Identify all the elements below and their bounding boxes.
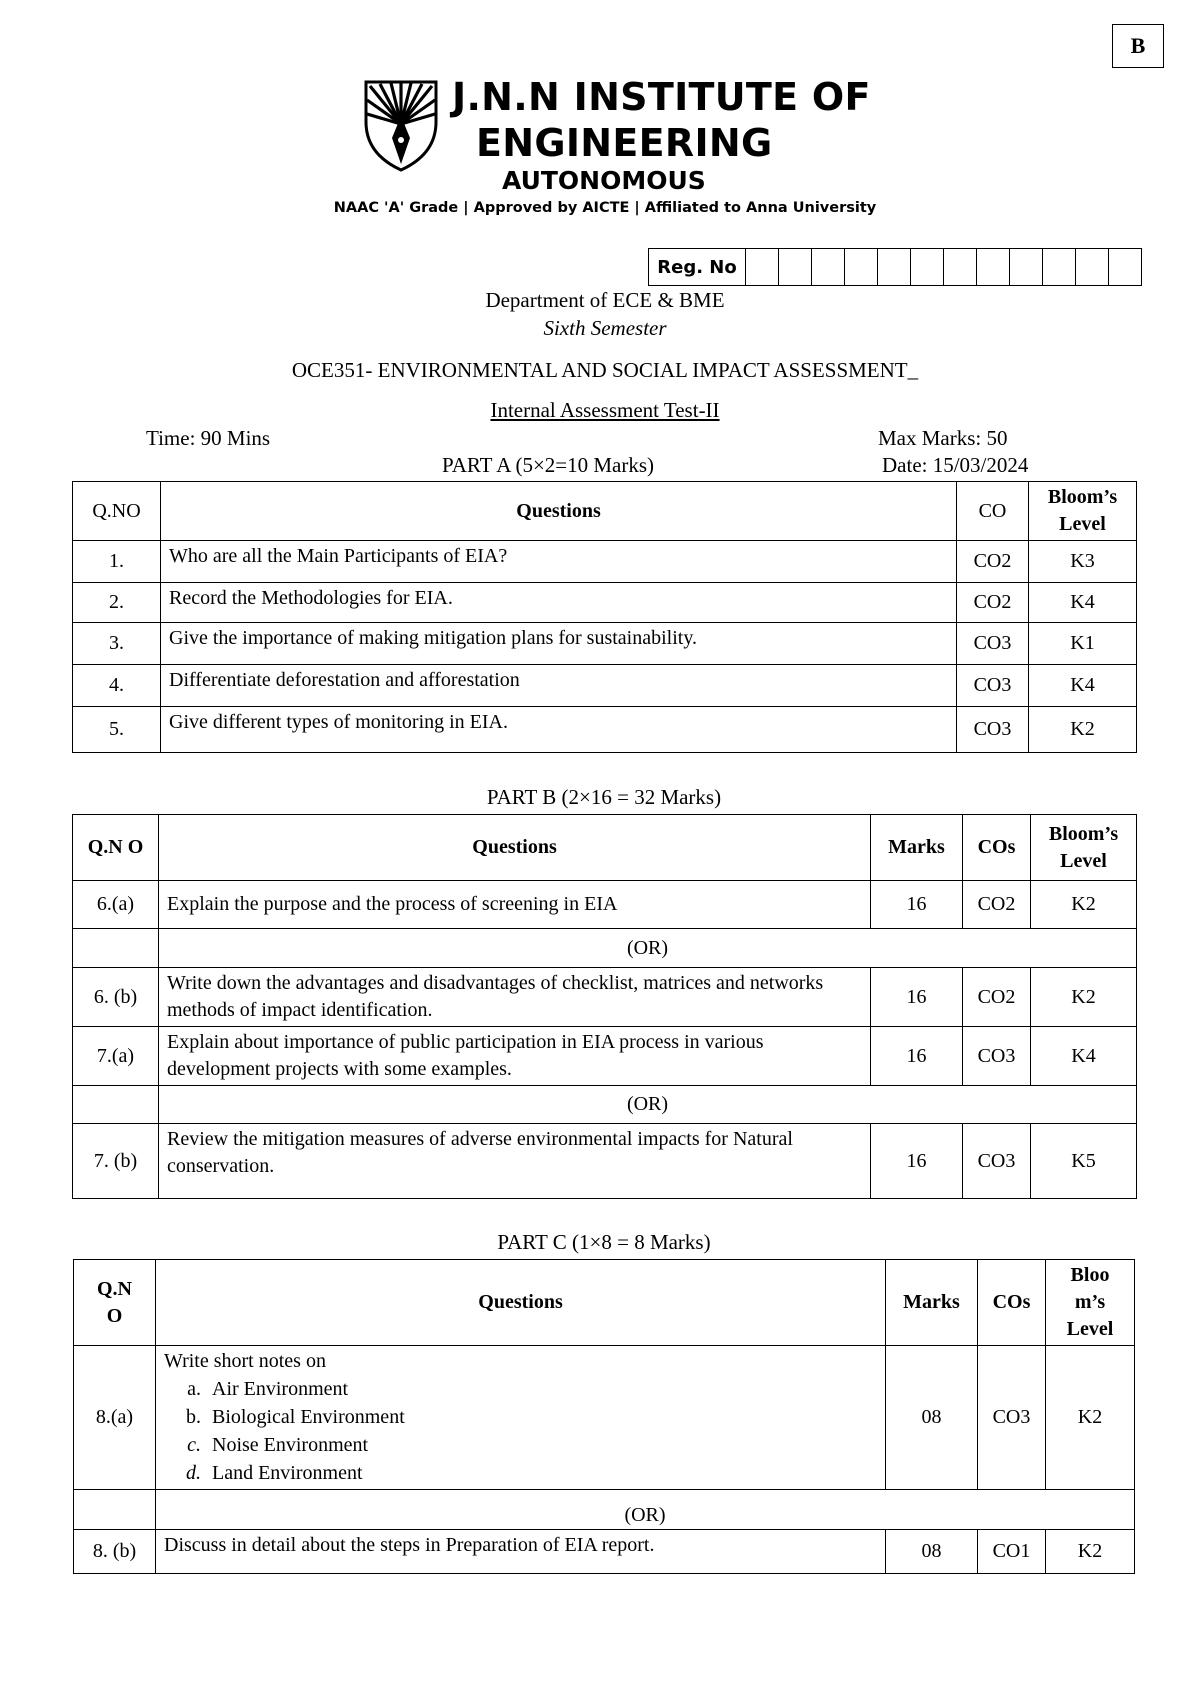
marks-cell: 08 xyxy=(886,1530,978,1574)
co-cell: CO2 xyxy=(957,583,1029,623)
institute-name-line1: J.N.N INSTITUTE OF xyxy=(452,75,871,119)
question-cell: Give different types of monitoring in EIA. xyxy=(161,707,957,753)
semester: Sixth Semester xyxy=(543,316,667,340)
marks-cell: 16 xyxy=(871,968,963,1027)
list-item: c. Noise Environment xyxy=(206,1431,877,1459)
bloom-cell: K4 xyxy=(1029,665,1137,707)
co-cell: CO3 xyxy=(978,1346,1046,1490)
question-cell: Record the Methodologies for EIA. xyxy=(161,583,957,623)
question-cell xyxy=(156,1346,886,1490)
co-cell: CO3 xyxy=(963,1124,1031,1199)
or-separator: (OR) xyxy=(159,1086,1137,1124)
question-cell: Explain the purpose and the process of screening in EIA xyxy=(159,881,871,929)
part-a-heading: PART A (5×2=10 Marks) xyxy=(442,453,655,477)
table-row xyxy=(73,968,1137,1027)
bloom-cell: K5 xyxy=(1031,1124,1137,1199)
col-header-co: CO xyxy=(957,482,1029,541)
list-item: d. Land Environment xyxy=(206,1459,877,1487)
table-row xyxy=(73,665,1137,707)
col-header-question: Questions xyxy=(159,815,871,881)
question-cell: Who are all the Main Participants of EIA? xyxy=(161,541,957,583)
table-row xyxy=(73,881,1137,929)
part-b-heading: PART B (2×16 = 32 Marks) xyxy=(486,785,722,809)
reg-no-cell[interactable] xyxy=(779,249,812,286)
qno-cell: 4. xyxy=(73,665,161,707)
reg-no-cell[interactable] xyxy=(977,249,1010,286)
institute-logo-icon xyxy=(362,76,440,172)
bloom-cell: K3 xyxy=(1029,541,1137,583)
list-item: a. Air Environment xyxy=(206,1375,877,1403)
bloom-cell: K2 xyxy=(1046,1346,1135,1490)
col-header-bloom: Bloom’s Level xyxy=(1029,482,1137,541)
col-header-bloom: Bloom’s Level xyxy=(1031,815,1137,881)
reg-no-cell[interactable] xyxy=(1043,249,1076,286)
empty-cell xyxy=(73,1086,159,1124)
or-separator: (OR) xyxy=(159,929,1137,968)
empty-cell xyxy=(74,1490,156,1530)
qno-cell: 7.(a) xyxy=(73,1027,159,1086)
department: Department of ECE & BME xyxy=(485,288,725,312)
co-cell: CO1 xyxy=(978,1530,1046,1574)
question-cell: Write down the advantages and disadvantages of checklist, matrices and networks methods of impact identification. xyxy=(159,968,871,1027)
qno-cell: 8.(a) xyxy=(74,1346,156,1490)
qno-cell: 7. (b) xyxy=(73,1124,159,1199)
paper-set-badge: B xyxy=(1112,24,1164,68)
table-row xyxy=(73,583,1137,623)
table-row xyxy=(73,623,1137,665)
reg-no-cell[interactable] xyxy=(746,249,779,286)
part-c-table xyxy=(73,1259,1135,1574)
or-row xyxy=(74,1490,1135,1530)
max-marks: Max Marks: 50 xyxy=(878,426,1008,450)
table-row xyxy=(74,1530,1135,1574)
table-row xyxy=(73,1027,1137,1086)
reg-no-cell[interactable] xyxy=(878,249,911,286)
marks-cell: 16 xyxy=(871,881,963,929)
or-row xyxy=(73,929,1137,968)
col-header-marks: Marks xyxy=(886,1260,978,1346)
col-header-marks: Marks xyxy=(871,815,963,881)
exam-date: Date: 15/03/2024 xyxy=(882,453,1029,477)
course-title: OCE351- ENVIRONMENTAL AND SOCIAL IMPACT ASSESSMENT_ xyxy=(291,358,919,382)
empty-cell xyxy=(73,929,159,968)
reg-no-boxes[interactable] xyxy=(648,248,1142,286)
question-cell: Differentiate deforestation and afforestation xyxy=(161,665,957,707)
qno-cell: 8. (b) xyxy=(74,1530,156,1574)
bloom-cell: K2 xyxy=(1031,968,1137,1027)
institute-status: AUTONOMOUS xyxy=(502,166,706,195)
bloom-cell: K2 xyxy=(1029,707,1137,753)
test-name: Internal Assessment Test-II xyxy=(490,398,720,422)
col-header-qno: Q.N O xyxy=(73,815,159,881)
marks-cell: 16 xyxy=(871,1124,963,1199)
question-cell: Review the mitigation measures of adverse environmental impacts for Natural conservation. xyxy=(159,1124,871,1199)
co-cell: CO3 xyxy=(957,665,1029,707)
question-intro: Write short notes on xyxy=(164,1350,326,1372)
bloom-cell: K2 xyxy=(1046,1530,1135,1574)
co-cell: CO3 xyxy=(957,707,1029,753)
reg-no-cell[interactable] xyxy=(1076,249,1109,286)
part-b-table xyxy=(72,814,1137,1199)
institute-affiliation: NAAC 'A' Grade | Approved by AICTE | Affiliated to Anna University xyxy=(333,200,877,216)
co-cell: CO2 xyxy=(963,968,1031,1027)
qno-cell: 6.(a) xyxy=(73,881,159,929)
question-cell: Give the importance of making mitigation plans for sustainability. xyxy=(161,623,957,665)
institute-name xyxy=(452,74,871,166)
reg-no-cell[interactable] xyxy=(1010,249,1043,286)
co-cell: CO3 xyxy=(957,623,1029,665)
qno-cell: 2. xyxy=(73,583,161,623)
co-cell: CO2 xyxy=(963,881,1031,929)
bloom-cell: K1 xyxy=(1029,623,1137,665)
table-row xyxy=(73,707,1137,753)
reg-no-cell[interactable] xyxy=(944,249,977,286)
bloom-cell: K2 xyxy=(1031,881,1137,929)
col-header-question: Questions xyxy=(156,1260,886,1346)
qno-cell: 6. (b) xyxy=(73,968,159,1027)
co-cell: CO2 xyxy=(957,541,1029,583)
part-c-heading: PART C (1×8 = 8 Marks) xyxy=(497,1230,711,1254)
reg-no-cell[interactable] xyxy=(812,249,845,286)
question-cell: Explain about importance of public participation in EIA process in various development projects with some examples. xyxy=(159,1027,871,1086)
or-separator: (OR) xyxy=(156,1490,1135,1530)
bloom-cell: K4 xyxy=(1031,1027,1137,1086)
qno-cell: 3. xyxy=(73,623,161,665)
col-header-question: Questions xyxy=(161,482,957,541)
bloom-cell: K4 xyxy=(1029,583,1137,623)
reg-no-cell[interactable] xyxy=(845,249,878,286)
question-cell: Discuss in detail about the steps in Preparation of EIA report. xyxy=(156,1530,886,1574)
col-header-bloom: Bloo m’s Level xyxy=(1046,1260,1135,1346)
table-row xyxy=(74,1346,1135,1490)
col-header-cos: COs xyxy=(963,815,1031,881)
reg-no-label: Reg. No xyxy=(649,249,746,286)
marks-cell: 16 xyxy=(871,1027,963,1086)
or-row xyxy=(73,1086,1137,1124)
qno-cell: 5. xyxy=(73,707,161,753)
reg-no-cell[interactable] xyxy=(911,249,944,286)
sub-question-list xyxy=(164,1375,877,1487)
col-header-cos: COs xyxy=(978,1260,1046,1346)
table-row xyxy=(73,1124,1137,1199)
col-header-qno: Q.NO xyxy=(73,482,161,541)
table-row xyxy=(73,541,1137,583)
part-a-table xyxy=(72,481,1137,753)
qno-cell: 1. xyxy=(73,541,161,583)
col-header-qno: Q.N O xyxy=(74,1260,156,1346)
time-allowed: Time: 90 Mins xyxy=(146,426,271,450)
institute-name-line2: ENGINEERING xyxy=(476,121,773,165)
co-cell: CO3 xyxy=(963,1027,1031,1086)
marks-cell: 08 xyxy=(886,1346,978,1490)
reg-no-cell[interactable] xyxy=(1109,249,1142,286)
list-item: b. Biological Environment xyxy=(206,1403,877,1431)
